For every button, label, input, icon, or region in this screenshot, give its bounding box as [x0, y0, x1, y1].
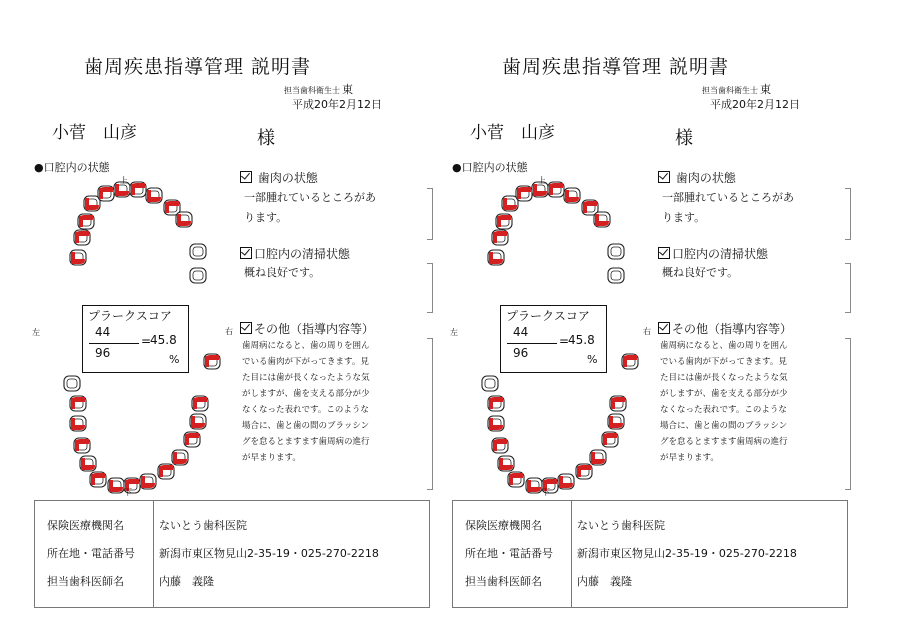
- plaque-equals: =: [141, 334, 152, 348]
- checkbox-checked-icon: [240, 322, 252, 334]
- checkbox-checked-icon: [658, 322, 670, 334]
- clean-text: 概ね良好です。: [244, 266, 321, 279]
- other-heading: [658, 320, 792, 337]
- tooth-icon: [590, 450, 606, 465]
- tooth-icon: [602, 432, 618, 447]
- gum-text-1: 一部腫れているところがあ: [244, 191, 376, 204]
- plaque-numerator: 44: [95, 325, 111, 339]
- other-box: [660, 338, 851, 490]
- tooth-icon: [184, 432, 200, 447]
- other-heading: [240, 320, 374, 337]
- other-line: 場合に、歯と歯の間のブラッシン: [242, 421, 370, 431]
- gum-heading-label: 歯肉の状態: [675, 171, 736, 185]
- plaque-value: 45.8: [150, 333, 177, 347]
- plaque-score-title: プラークスコア: [506, 309, 590, 323]
- tooth-icon: [108, 478, 124, 493]
- tooth-icon: [80, 456, 96, 471]
- dentist-value: 内藤 義隆: [577, 575, 632, 588]
- tooth-icon: [492, 230, 508, 245]
- clean-box: [660, 263, 851, 313]
- tooth-icon: [482, 376, 498, 391]
- tooth-icon: [516, 186, 532, 201]
- hygienist-name: 東: [760, 83, 771, 96]
- jaw-lower-label: 下: [542, 488, 550, 497]
- dentist-label: 担当歯科医師名: [465, 575, 542, 588]
- tooth-icon: [496, 214, 512, 229]
- gum-text-1: 一部腫れているところがあ: [662, 191, 794, 204]
- tooth-icon: [190, 244, 206, 259]
- gum-box: [660, 188, 851, 240]
- address-label: 所在地・電話番号: [47, 547, 135, 560]
- table-divider: [153, 501, 154, 607]
- document-title: 歯周疾患指導管理 説明書: [84, 56, 312, 78]
- hygienist: [284, 78, 353, 97]
- hygienist-label: 担当歯科衛生士: [284, 86, 340, 95]
- tooth-icon: [526, 478, 542, 493]
- checkbox-checked-icon: [658, 247, 670, 259]
- checkbox-checked-icon: [240, 247, 252, 259]
- clinic-label: 保険医療機関名: [47, 519, 124, 532]
- tooth-icon: [74, 230, 90, 245]
- clinic-value: ないとう歯科医院: [577, 519, 665, 532]
- patient-name: 小菅 山彦: [470, 123, 555, 143]
- clean-box: [242, 263, 433, 313]
- tooth-icon: [190, 268, 206, 283]
- patient-name: 小菅 山彦: [52, 123, 137, 143]
- clean-heading-label: 口腔内の清掃状態: [672, 247, 769, 261]
- other-line: た目には歯が長くなったような気: [242, 373, 370, 383]
- gum-heading: [658, 169, 736, 186]
- tooth-icon: [610, 396, 626, 411]
- tooth-icon: [204, 354, 220, 369]
- gum-heading-label: 歯肉の状態: [257, 171, 318, 185]
- side-right-label: 右: [225, 327, 233, 336]
- clean-heading-label: 口腔内の清掃状態: [254, 247, 351, 261]
- tooth-icon: [172, 450, 188, 465]
- plaque-score-box: [500, 305, 607, 373]
- tooth-icon: [608, 414, 624, 429]
- dental-chart: [442, 0, 662, 500]
- tooth-icon: [594, 212, 610, 227]
- plaque-equals: =: [559, 334, 570, 348]
- other-line: なくなった表れです。このような: [660, 405, 787, 415]
- plaque-score-box: [82, 305, 189, 373]
- tooth-icon: [190, 414, 206, 429]
- jaw-upper-label: 上: [120, 176, 128, 185]
- other-line: が早まります。: [242, 453, 301, 463]
- plaque-denominator: 96: [95, 346, 111, 360]
- other-line: グを怠るとますます歯周病の進行: [242, 437, 370, 447]
- tooth-icon: [140, 474, 156, 489]
- oral-heading: ●口腔内の状態: [34, 161, 110, 174]
- clean-heading: [240, 245, 350, 262]
- gum-text-2: ります。: [244, 211, 288, 224]
- dentist-label: 担当歯科医師名: [47, 575, 124, 588]
- honorific: 様: [257, 128, 275, 149]
- tooth-icon: [608, 244, 624, 259]
- clinic-value: ないとう歯科医院: [159, 519, 247, 532]
- jaw-upper-label: 上: [538, 176, 546, 185]
- other-line: がしますが、歯を支える部分が少: [242, 389, 370, 399]
- other-line: なくなった表れです。このような: [242, 405, 369, 415]
- tooth-icon: [74, 438, 90, 453]
- tooth-icon: [70, 250, 86, 265]
- clean-text: 概ね良好です。: [662, 266, 739, 279]
- document-title: 歯周疾患指導管理 説明書: [502, 56, 730, 78]
- table-divider: [571, 501, 572, 607]
- tooth-icon: [564, 188, 580, 203]
- tooth-icon: [508, 472, 524, 487]
- gum-text-2: ります。: [662, 211, 706, 224]
- other-line: が早まります。: [660, 453, 719, 463]
- tooth-icon: [98, 186, 114, 201]
- tooth-icon: [558, 474, 574, 489]
- tooth-icon: [488, 416, 504, 431]
- clinic-info-table: [34, 500, 430, 608]
- honorific: 様: [675, 128, 693, 149]
- tooth-icon: [84, 196, 100, 211]
- checkbox-checked-icon: [240, 171, 252, 183]
- plaque-denominator: 96: [513, 346, 529, 360]
- gum-box: [242, 188, 433, 240]
- dental-chart: [24, 0, 244, 500]
- checkbox-checked-icon: [658, 171, 670, 183]
- tooth-icon: [70, 396, 86, 411]
- hygienist: [702, 78, 771, 97]
- tooth-icon: [488, 250, 504, 265]
- tooth-icon: [64, 376, 80, 391]
- tooth-icon: [78, 214, 94, 229]
- tooth-icon: [576, 464, 592, 479]
- clinic-info-table: [452, 500, 848, 608]
- oral-heading: ●口腔内の状態: [452, 161, 528, 174]
- plaque-score-title: プラークスコア: [88, 309, 172, 323]
- tooth-icon: [90, 472, 106, 487]
- other-line: 歯周病になると、歯の周りを囲ん: [242, 341, 370, 351]
- other-line: 場合に、歯と歯の間のブラッシン: [660, 421, 788, 431]
- other-heading-label: その他（指導内容等）: [672, 322, 793, 336]
- other-line: でいる歯肉が下がってきます。見: [660, 357, 787, 367]
- document-date: 平成20年2月12日: [292, 98, 382, 111]
- other-line: でいる歯肉が下がってきます。見: [242, 357, 369, 367]
- fraction-line: [89, 343, 139, 344]
- other-line: た目には歯が長くなったような気: [660, 373, 788, 383]
- tooth-icon: [498, 456, 514, 471]
- sheet-left: [24, 0, 434, 640]
- tooth-icon: [70, 416, 86, 431]
- tooth-icon: [130, 182, 146, 197]
- tooth-icon: [146, 188, 162, 203]
- other-line: 歯周病になると、歯の周りを囲ん: [660, 341, 788, 351]
- tooth-icon: [488, 396, 504, 411]
- other-line: がしますが、歯を支える部分が少: [660, 389, 788, 399]
- hygienist-name: 東: [342, 83, 353, 96]
- dentist-value: 内藤 義隆: [159, 575, 214, 588]
- fraction-line: [507, 343, 557, 344]
- plaque-value: 45.8: [568, 333, 595, 347]
- plaque-unit: %: [587, 353, 598, 366]
- tooth-icon: [492, 438, 508, 453]
- jaw-lower-label: 下: [124, 488, 132, 497]
- other-line: グを怠るとますます歯周病の進行: [660, 437, 788, 447]
- side-right-label: 右: [643, 327, 651, 336]
- sheet-right: [442, 0, 852, 640]
- tooth-icon: [192, 396, 208, 411]
- hygienist-label: 担当歯科衛生士: [702, 86, 758, 95]
- address-value: 新潟市東区物見山2-35-19・025-270-2218: [577, 547, 797, 560]
- address-label: 所在地・電話番号: [465, 547, 553, 560]
- tooth-icon: [158, 464, 174, 479]
- address-value: 新潟市東区物見山2-35-19・025-270-2218: [159, 547, 379, 560]
- other-heading-label: その他（指導内容等）: [254, 322, 375, 336]
- document-date: 平成20年2月12日: [710, 98, 800, 111]
- tooth-icon: [548, 182, 564, 197]
- plaque-numerator: 44: [513, 325, 529, 339]
- clinic-label: 保険医療機関名: [465, 519, 542, 532]
- clean-heading: [658, 245, 768, 262]
- side-left-label: 左: [450, 328, 458, 337]
- tooth-icon: [176, 212, 192, 227]
- gum-heading: [240, 169, 318, 186]
- tooth-icon: [622, 354, 638, 369]
- side-left-label: 左: [32, 328, 40, 337]
- other-box: [242, 338, 433, 490]
- tooth-icon: [502, 196, 518, 211]
- tooth-icon: [608, 268, 624, 283]
- plaque-unit: %: [169, 353, 180, 366]
